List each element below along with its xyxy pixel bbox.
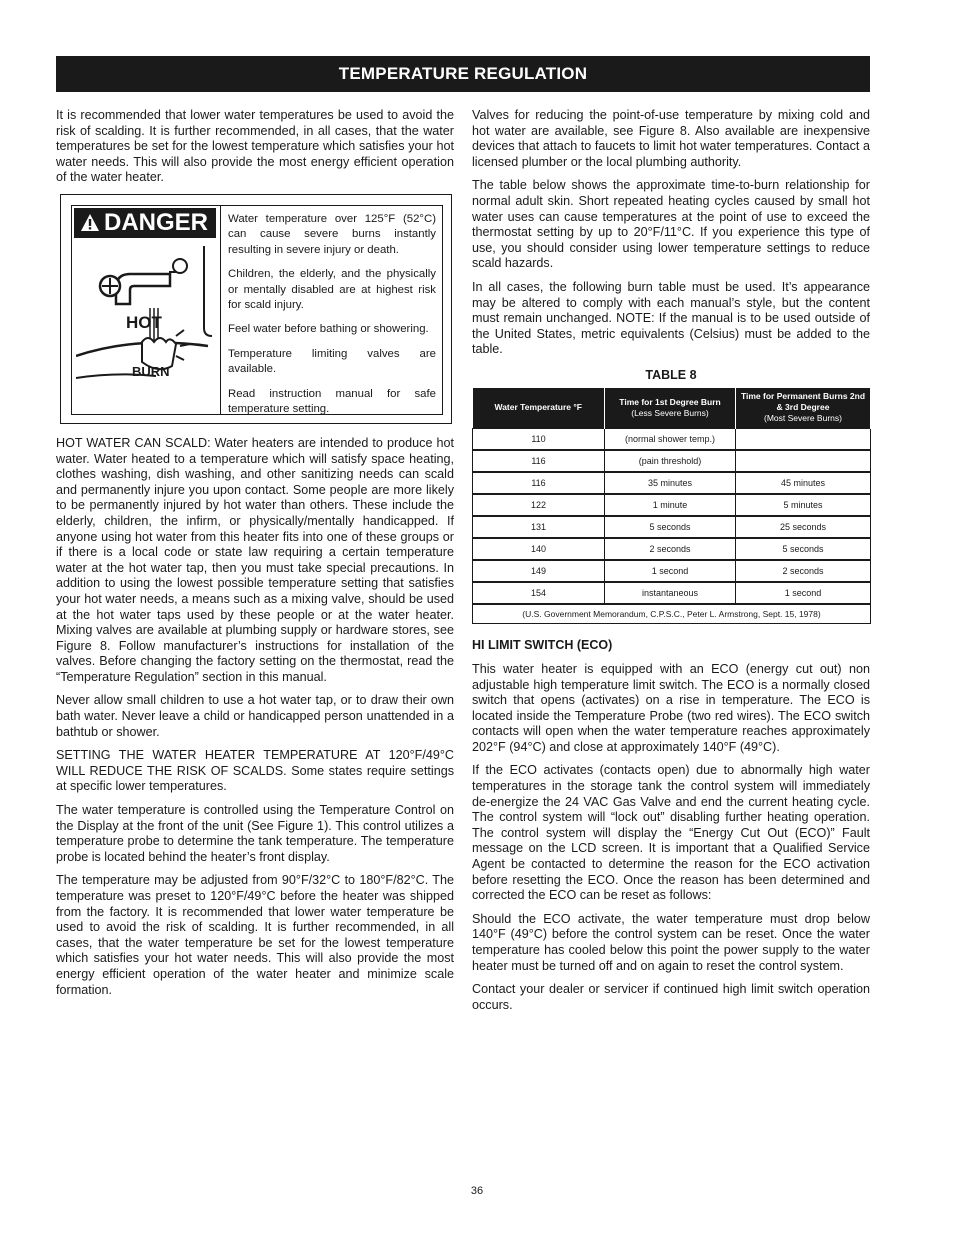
table-title: TABLE 8 [645,367,697,382]
danger-text: Feel water before bathing or showering. [228,323,429,336]
table-cell: 45 minutes [736,472,871,494]
danger-graphic-panel [72,206,221,414]
subheading: HI LIMIT SWITCH (ECO) [472,637,613,652]
table-cell: 1 minute [605,494,736,516]
table-cell: 25 seconds [736,516,871,538]
table-cell: (normal shower temp.) [605,428,736,450]
table-cell: 2 seconds [736,560,871,582]
paragraph: Valves for reducing the point-of-use temperature by mixing cold and hot water are available, see Figure 8. Also available are inexpensive devices that attach to faucets to limit hot water temperatures. Contact a licensed plumber or the local plumbing authority. [472,108,870,169]
left-column [56,108,454,1006]
table-cell: (pain threshold) [605,450,736,472]
paragraph: The table below shows the approximate time-to-burn relationship for normal adult skin. Short repeated heating cycles caused by small hot water uses can cause temperatures at the point of use to exceed the thermostat setting by up to 20°F/11°C. If you experience this type of use, you should consider using lower temperature settings to reduce scald hazards. [472,178,870,271]
column-header: Water Temperature °F [473,388,605,429]
table-row [473,516,871,538]
table-row [473,560,871,582]
table-cell: 149 [473,560,605,582]
table-cell: 116 [473,472,605,494]
table-cell: 140 [473,538,605,560]
danger-text: Read instruction manual for safe temperature setting. [228,387,436,416]
table-row [473,494,871,516]
table-cell: 110 [473,428,605,450]
hot-water-burn-hand-icon [76,246,216,408]
paragraph: It is recommended that lower water temperatures be used to avoid the risk of scalding. It is further recommended, in all cases, that the water temperatures be set for the lowest temperature which satisfies your hot water needs. This will also provide the most energy efficient operation of the water heater. [56,108,454,185]
danger-text: Temperature limiting valves are available. [228,347,436,376]
hot-word: HOT [126,312,162,332]
table-cell: instantaneous [605,582,736,604]
table-cell: 116 [473,450,605,472]
table-cell: 154 [473,582,605,604]
section-title: TEMPERATURE REGULATION [56,56,870,92]
danger-text: Water temperature over 125°F (52°C) can cause severe burns instantly resulting in severe injury or death. [228,212,436,256]
danger-label [60,194,452,424]
table-cell: 1 second [605,560,736,582]
burn-table [472,388,871,624]
paragraph: SETTING THE WATER HEATER TEMPERATURE AT 120°F/49°C WILL REDUCE THE RISK OF SCALDS. Some states require settings at specific lower temperatures. [56,748,454,794]
paragraph: HOT WATER CAN SCALD: Water heaters are intended to produce hot water. Water heated to a temperature which will satisfy space heating, clothes washing, dish washing, and other sanitizing needs can scald and permanently injure you upon contact. Some people are more likely to be permanently injured by hot water than others. These include the elderly, children, the infirm, or physically/mentally handicapped. If anyone using hot water from this heater fits into one of these groups or if there is a local code or state law requiring a certain temperature water at the hot water tap, then you must take special precautions. In addition to using the lowest possible temperature setting that satisfies your hot water needs, a means such as a mixing valve, should be used at the hot water taps used by these people or at the water heater. Mixing valves are available at plumbing supply or hardware stores, see Figure 8. Follow manufacturer’s instructions for installation of the valves. Before changing the factory setting on the thermostat, read the “Temperature Regulation” section in this manual. [56,435,454,684]
page-number: 36 [470,1185,484,1197]
paragraph: In all cases, the following burn table must be used. It’s appearance may be altered to comply with each manual’s style, but the content must remain unchanged. NOTE: If the manual is to be used outside of the United States, metric equivalents (Celsius) must be added to the table. [472,279,870,357]
table-cell [736,428,871,450]
danger-text: Children, the elderly, and the physically or mentally disabled are at highest risk for scald injury. [228,268,436,311]
table-cell: 5 minutes [736,494,871,516]
paragraph: Should the ECO activate, the water temperature must drop below 140°F (49°C) before the control system can be reset. Once the water temperature has cooled below this point the power supply to the water heater must be turned off and on again to reset the control system. [472,911,870,973]
column-header: Time for 1st Degree Burn (Less Severe Burns) [605,388,736,429]
paragraph: Contact your dealer or servicer if continued high limit switch operation occurs. [472,982,870,1012]
table-cell: 5 seconds [605,516,736,538]
danger-label-inner [71,205,443,415]
table-cell [736,450,871,472]
table-cell: 5 seconds [736,538,871,560]
paragraph: Never allow small children to use a hot water tap, or to draw their own bath water. Never leave a child or handicapped person unattended in a bathtub or shower. [56,693,454,739]
table-cell: 35 minutes [605,472,736,494]
danger-text-panel [228,212,436,426]
table-row [473,538,871,560]
table-row [473,472,871,494]
warning-triangle-icon [80,213,100,233]
table-cell: 1 second [736,582,871,604]
right-column [472,108,870,1021]
table-cell: 2 seconds [605,538,736,560]
paragraph: The temperature may be adjusted from 90°F/32°C to 180°F/82°C. The temperature was preset to 120°F/49°C before the heater was shipped from the factory. It is recommended that lower water temperature be used to avoid the risk of scalding. It is further recommended, in all cases, that the water temperature be set for the lowest temperature which satisfies your hot water needs. This will also provide the most energy efficient operation of the water heater and minimize scale formation. [56,873,454,997]
table-row [473,428,871,450]
table-cell: 131 [473,516,605,538]
paragraph: If the ECO activates (contacts open) due to abnormally high water temperatures in the storage tank the control system will immediately de-energize the 24 VAC Gas Valve and end the current heating cycle. The control system will “lock out” disabling further heating operation. The control system will display the “Energy Cut Out (ECO)” Fault message on the LCD screen. It is important that a Qualified Service Agent be contacted to determine the reason for the ECO activation before resetting the ECO. Once the reason has been determined and corrected the ECO can be reset as follows: [472,763,870,903]
burn-word: BURN [132,363,170,379]
table-cell: 122 [473,494,605,516]
table-row [473,450,871,472]
table-source-note: (U.S. Government Memorandum, C.P.S.C., Peter L. Armstrong, Sept. 15, 1978) [473,604,871,624]
paragraph: The water temperature is controlled using the Temperature Control on the Display at the front of the unit (See Figure 1). This control utilizes a temperature probe to determine the tank temperature. The temperature probe is located behind the heater’s front display. [56,803,454,864]
column-header: Time for Permanent Burns 2nd & 3rd Degree (Most Severe Burns) [736,388,871,429]
danger-header [74,208,216,238]
table-row [473,582,871,604]
danger-word: DANGER [104,208,209,236]
paragraph: This water heater is equipped with an ECO (energy cut out) non adjustable high temperature limit switch. The ECO is a normally closed switch that opens (activates) on a rise in temperature. The ECO is located inside the Temperature Probe (two red wires). The ECO switch contacts will open when the water temperature reaches approximately 202°F (94°C) and close at approximately 140°F (49°C). [472,661,870,754]
